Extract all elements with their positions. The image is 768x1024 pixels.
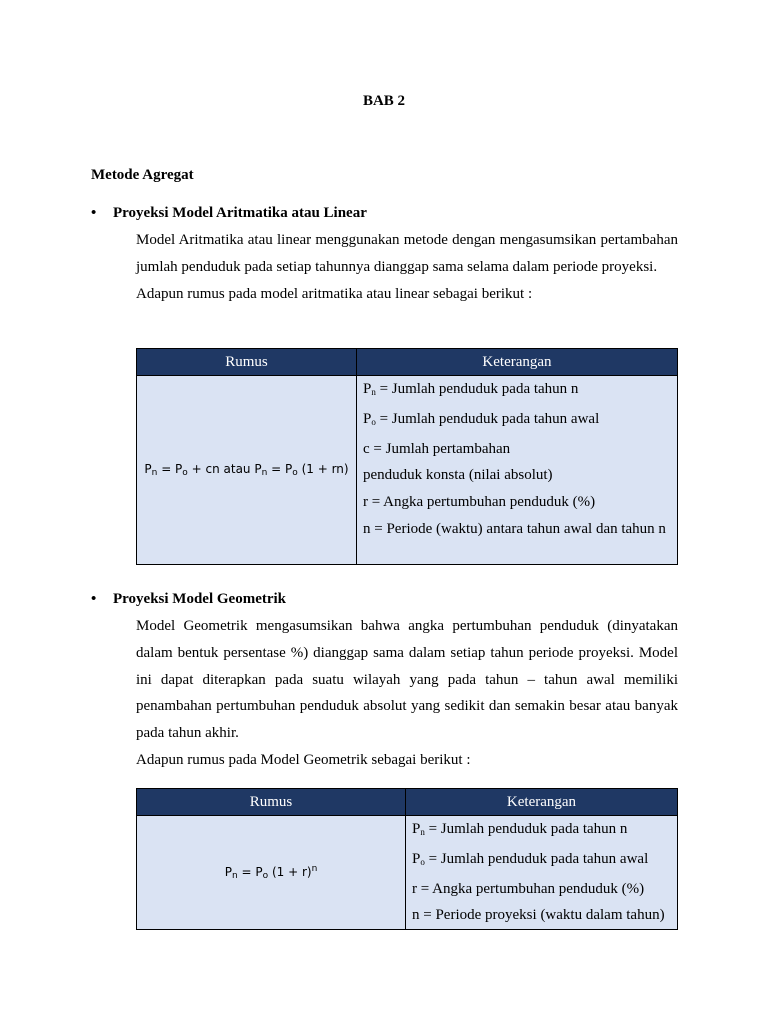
desc-line: $P_o$ = Jumlah penduduk pada tahun awal — [363, 410, 600, 427]
table-header-keterangan: Keterangan — [357, 349, 678, 376]
desc-line: $P_n$ = Jumlah penduduk pada tahun n — [363, 381, 579, 397]
desc-line: $P_n$ = Jumlah penduduk pada tahun n — [412, 821, 628, 837]
desc-line: c = Jumlah pertambahan — [363, 440, 511, 457]
desc-line: penduduk konsta (nilai absolut) — [363, 467, 553, 484]
geometric-para1: Model Geometrik mengasumsikan bahwa angka pertumbuhan penduduk (dinyatakan dalam bentuk persentase %) dianggap sama dalam setiap tahun periode proyeksi. Model ini dapat diterapkan pada suatu wilayah yang pada tahun – tahun awal memiliki penambahan pertumbuhan penduduk absolut yang sedikit dan semakin besar atau banyak pada tahun akhir. — [136, 618, 678, 742]
bullet-heading-geometric — [91, 591, 286, 608]
table-header-rumus: Rumus — [137, 349, 357, 376]
desc-line: n = Periode proyeksi (waktu dalam tahun) — [412, 907, 665, 924]
linear-para1: Model Aritmatika atau linear menggunakan metode dengan mengasumsikan pertambahan jumlah penduduk pada setiap tahunnya dianggap sama selama dalam periode proyeksi. — [136, 232, 678, 275]
formula-cell: $P_n = P_o$ + cn atau $P_n = P_o$ (1 + rn) — [137, 376, 357, 565]
linear-para2: Adapun rumus pada model aritmatika atau linear sebagai berikut : — [136, 285, 533, 302]
desc-line: r = Angka pertumbuhan penduduk (%) — [412, 880, 645, 897]
description-cell — [406, 816, 678, 930]
linear-formula-table — [136, 348, 678, 565]
bullet-icon: • — [91, 205, 97, 221]
linear-heading: Proyeksi Model Aritmatika atau Linear — [113, 205, 367, 221]
geometric-paragraph — [136, 613, 678, 774]
formula-cell: $P_n = P_o$ $(1 + r)^n$ — [137, 816, 406, 930]
section-heading: Metode Agregat — [91, 167, 194, 183]
chapter-title: BAB 2 — [362, 93, 406, 109]
linear-paragraph — [136, 227, 678, 307]
geometric-formula-table — [136, 788, 678, 930]
desc-line: r = Angka pertumbuhan penduduk (%) — [363, 494, 596, 511]
desc-line: $P_o$ = Jumlah penduduk pada tahun awal — [412, 850, 649, 867]
desc-line: n = Periode (waktu) antara tahun awal dan tahun n — [363, 520, 666, 537]
bullet-heading-linear — [91, 205, 367, 222]
table-header-keterangan: Keterangan — [406, 789, 678, 816]
bullet-icon: • — [91, 591, 97, 607]
description-cell — [357, 376, 678, 565]
table-header-rumus: Rumus — [137, 789, 406, 816]
geometric-para2: Adapun rumus pada Model Geometrik sebagai berikut : — [136, 751, 471, 768]
geometric-heading: Proyeksi Model Geometrik — [113, 591, 287, 607]
